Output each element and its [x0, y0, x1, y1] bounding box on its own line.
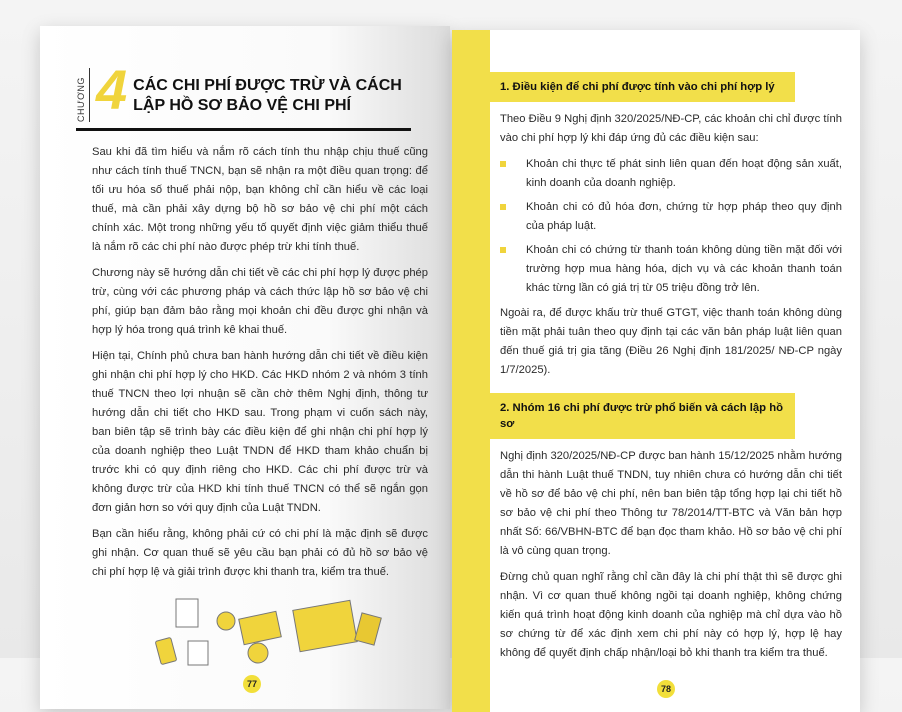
left-body-text	[76, 143, 428, 589]
title-line-2: LẬP HỒ SƠ BẢO VỆ CHI PHÍ	[133, 97, 351, 114]
paragraph: Chương này sẽ hướng dẫn chi tiết về các chi phí hợp lý được phép trừ, cùng với các phương pháp và cách thức lập hồ sơ bảo vệ chi phí, giúp bạn đảm bảo rằng mọi khoản chi đều được ghi nhận và hợp lý hóa trong quá trình kê khai thuế.	[92, 267, 428, 336]
chapter-number: 4	[96, 58, 128, 121]
calculator-icon	[188, 641, 208, 665]
square-bullet-icon	[500, 204, 506, 210]
phone-icon	[155, 637, 177, 664]
chapter-label: CHƯƠNG	[76, 68, 90, 122]
section-1-intro: Theo Điều 9 Nghị định 320/2025/NĐ-CP, các khoản chi chỉ được tính vào chi phí hợp lý khi đáp ứng đủ các điều kiện sau:	[500, 113, 842, 144]
page-number-78: 78	[657, 680, 675, 698]
section-2-body	[490, 447, 842, 670]
list-item	[500, 241, 842, 298]
section-2-heading: 2. Nhóm 16 chi phí được trừ phổ biến và cách lập hồ sơ	[490, 393, 795, 439]
square-bullet-icon	[500, 247, 506, 253]
left-page	[40, 26, 450, 709]
list-item-text: Khoản chi có đủ hóa đơn, chứng từ hợp pháp theo quy định của pháp luật.	[526, 201, 842, 232]
laptop-icon	[293, 600, 357, 651]
paragraph: Bạn cần hiểu rằng, không phải cứ có chi phí là mặc định sẽ được ghi nhận. Cơ quan thuế sẽ yêu cầu bạn phải có đủ hồ sơ bảo vệ chi phí hợp lệ và giải trình được khi thanh tra, kiểm tra thuế.	[92, 528, 428, 578]
section-1-note: Ngoài ra, để được khấu trừ thuế GTGT, việc thanh toán không dùng tiền mặt phải tuân theo quy định tại các văn bản pháp luật liên quan đến thuế giá trị gia tăng (Điều 26 Nghị định 181/2025/ NĐ-CP ngày 1/7/2025).	[500, 307, 842, 376]
paragraph: Đừng chủ quan nghĩ rằng chỉ cần đây là chi phí thật thì sẽ được ghi nhận. Vì cơ quan thuế không ngồi tại doanh nghiệp, không chứng kiến quá trình hoạt động kinh doanh của nghiệp mà chỉ dựa vào hồ sơ chứng từ để xác định xem chi phí này có hợp lý, hợp lệ hay không để quyết định chấp nhận/loại bỏ khi thanh tra kiểm tra thuế.	[500, 571, 842, 659]
chapter-header	[76, 60, 428, 122]
list-item	[500, 198, 842, 236]
notebook-icon	[239, 611, 282, 644]
right-page	[452, 30, 860, 712]
conditions-list	[500, 155, 842, 298]
list-item-text: Khoản chi có chứng từ thanh toán không dùng tiền mặt đối với trường hợp mua hàng hóa, dịch vụ và các khoản thanh toán khác từng lần có giá trị từ 05 triệu đồng trở lên.	[526, 244, 842, 294]
paragraph: Sau khi đã tìm hiểu và nắm rõ cách tính thu nhập chịu thuế cũng như cách tính thuế TNCN, bạn sẽ nhận ra một điều quan trọng: để tối ưu hóa số thuế phải nộp, bạn không chỉ cần hiểu về các loại thuế, mà cần phải xây dựng bộ hồ sơ bảo vệ chi phí một cách chính xác. Một trong những yếu tố quyết định việc giảm thiểu thuế là nắm rõ các chi phí nào được phép trừ khi tính thuế.	[92, 146, 428, 253]
chapter-title	[133, 76, 402, 116]
list-item	[500, 155, 842, 193]
title-divider	[76, 128, 411, 131]
planner-icon	[355, 613, 382, 645]
section-1-body	[490, 110, 842, 387]
section-1-heading: 1. Điều kiện để chi phí được tính vào chi phí hợp lý	[490, 72, 795, 102]
list-item-text: Khoản chi thực tế phát sinh liên quan đến hoạt động sản xuất, kinh doanh của doanh nghiệp.	[526, 158, 842, 189]
coffee-cup-icon	[248, 643, 268, 663]
title-line-1: CÁC CHI PHÍ ĐƯỢC TRỪ VÀ CÁCH	[133, 77, 402, 94]
paragraph: Hiện tại, Chính phủ chưa ban hành hướng dẫn chi tiết về điều kiện ghi nhận chi phí hợp lý cho HKD. Các HKD nhóm 2 và nhóm 3 tính thuế TNCN theo lợi nhuận sẽ cần chờ thêm Nghị định, thông tư hướng dẫn chi tiết cho HKD sau. Trong phạm vi cuốn sách này, ban biên tập sẽ trình bày các điều kiện để ghi nhận chi phí hợp lý của doanh nghiệp theo Luật TNDN để HKD tham khảo chuẩn bị trước khi có quy định riêng cho HKD. Các chi phí được trừ và không được trừ của HKD khi tính thuế TNCN có thể sẽ ngắn gọn đơn giản hơn so với quy định của Luật TNDN.	[92, 350, 428, 514]
square-bullet-icon	[500, 161, 506, 167]
office-illustration	[146, 595, 386, 671]
page-number-77: 77	[243, 675, 261, 693]
magnifier-icon	[217, 612, 235, 630]
document-icon	[176, 599, 198, 627]
paragraph: Nghị định 320/2025/NĐ-CP được ban hành 15/12/2025 nhằm hướng dẫn thi hành Luật thuế TNDN, tuy nhiên chưa có hướng dẫn chi tiết về hồ sơ để bảo vệ chi phí, nên ban biên tập tổng hợp lại chi tiết hồ sơ bảo vệ chi phí theo Thông tư 78/2014/TT-BTC và Văn bản hợp nhất Số: 66/VBHN-BTC để bạn đọc tham khảo. Hồ sơ bảo vệ chi phí là vô cùng quan trọng.	[500, 450, 842, 557]
